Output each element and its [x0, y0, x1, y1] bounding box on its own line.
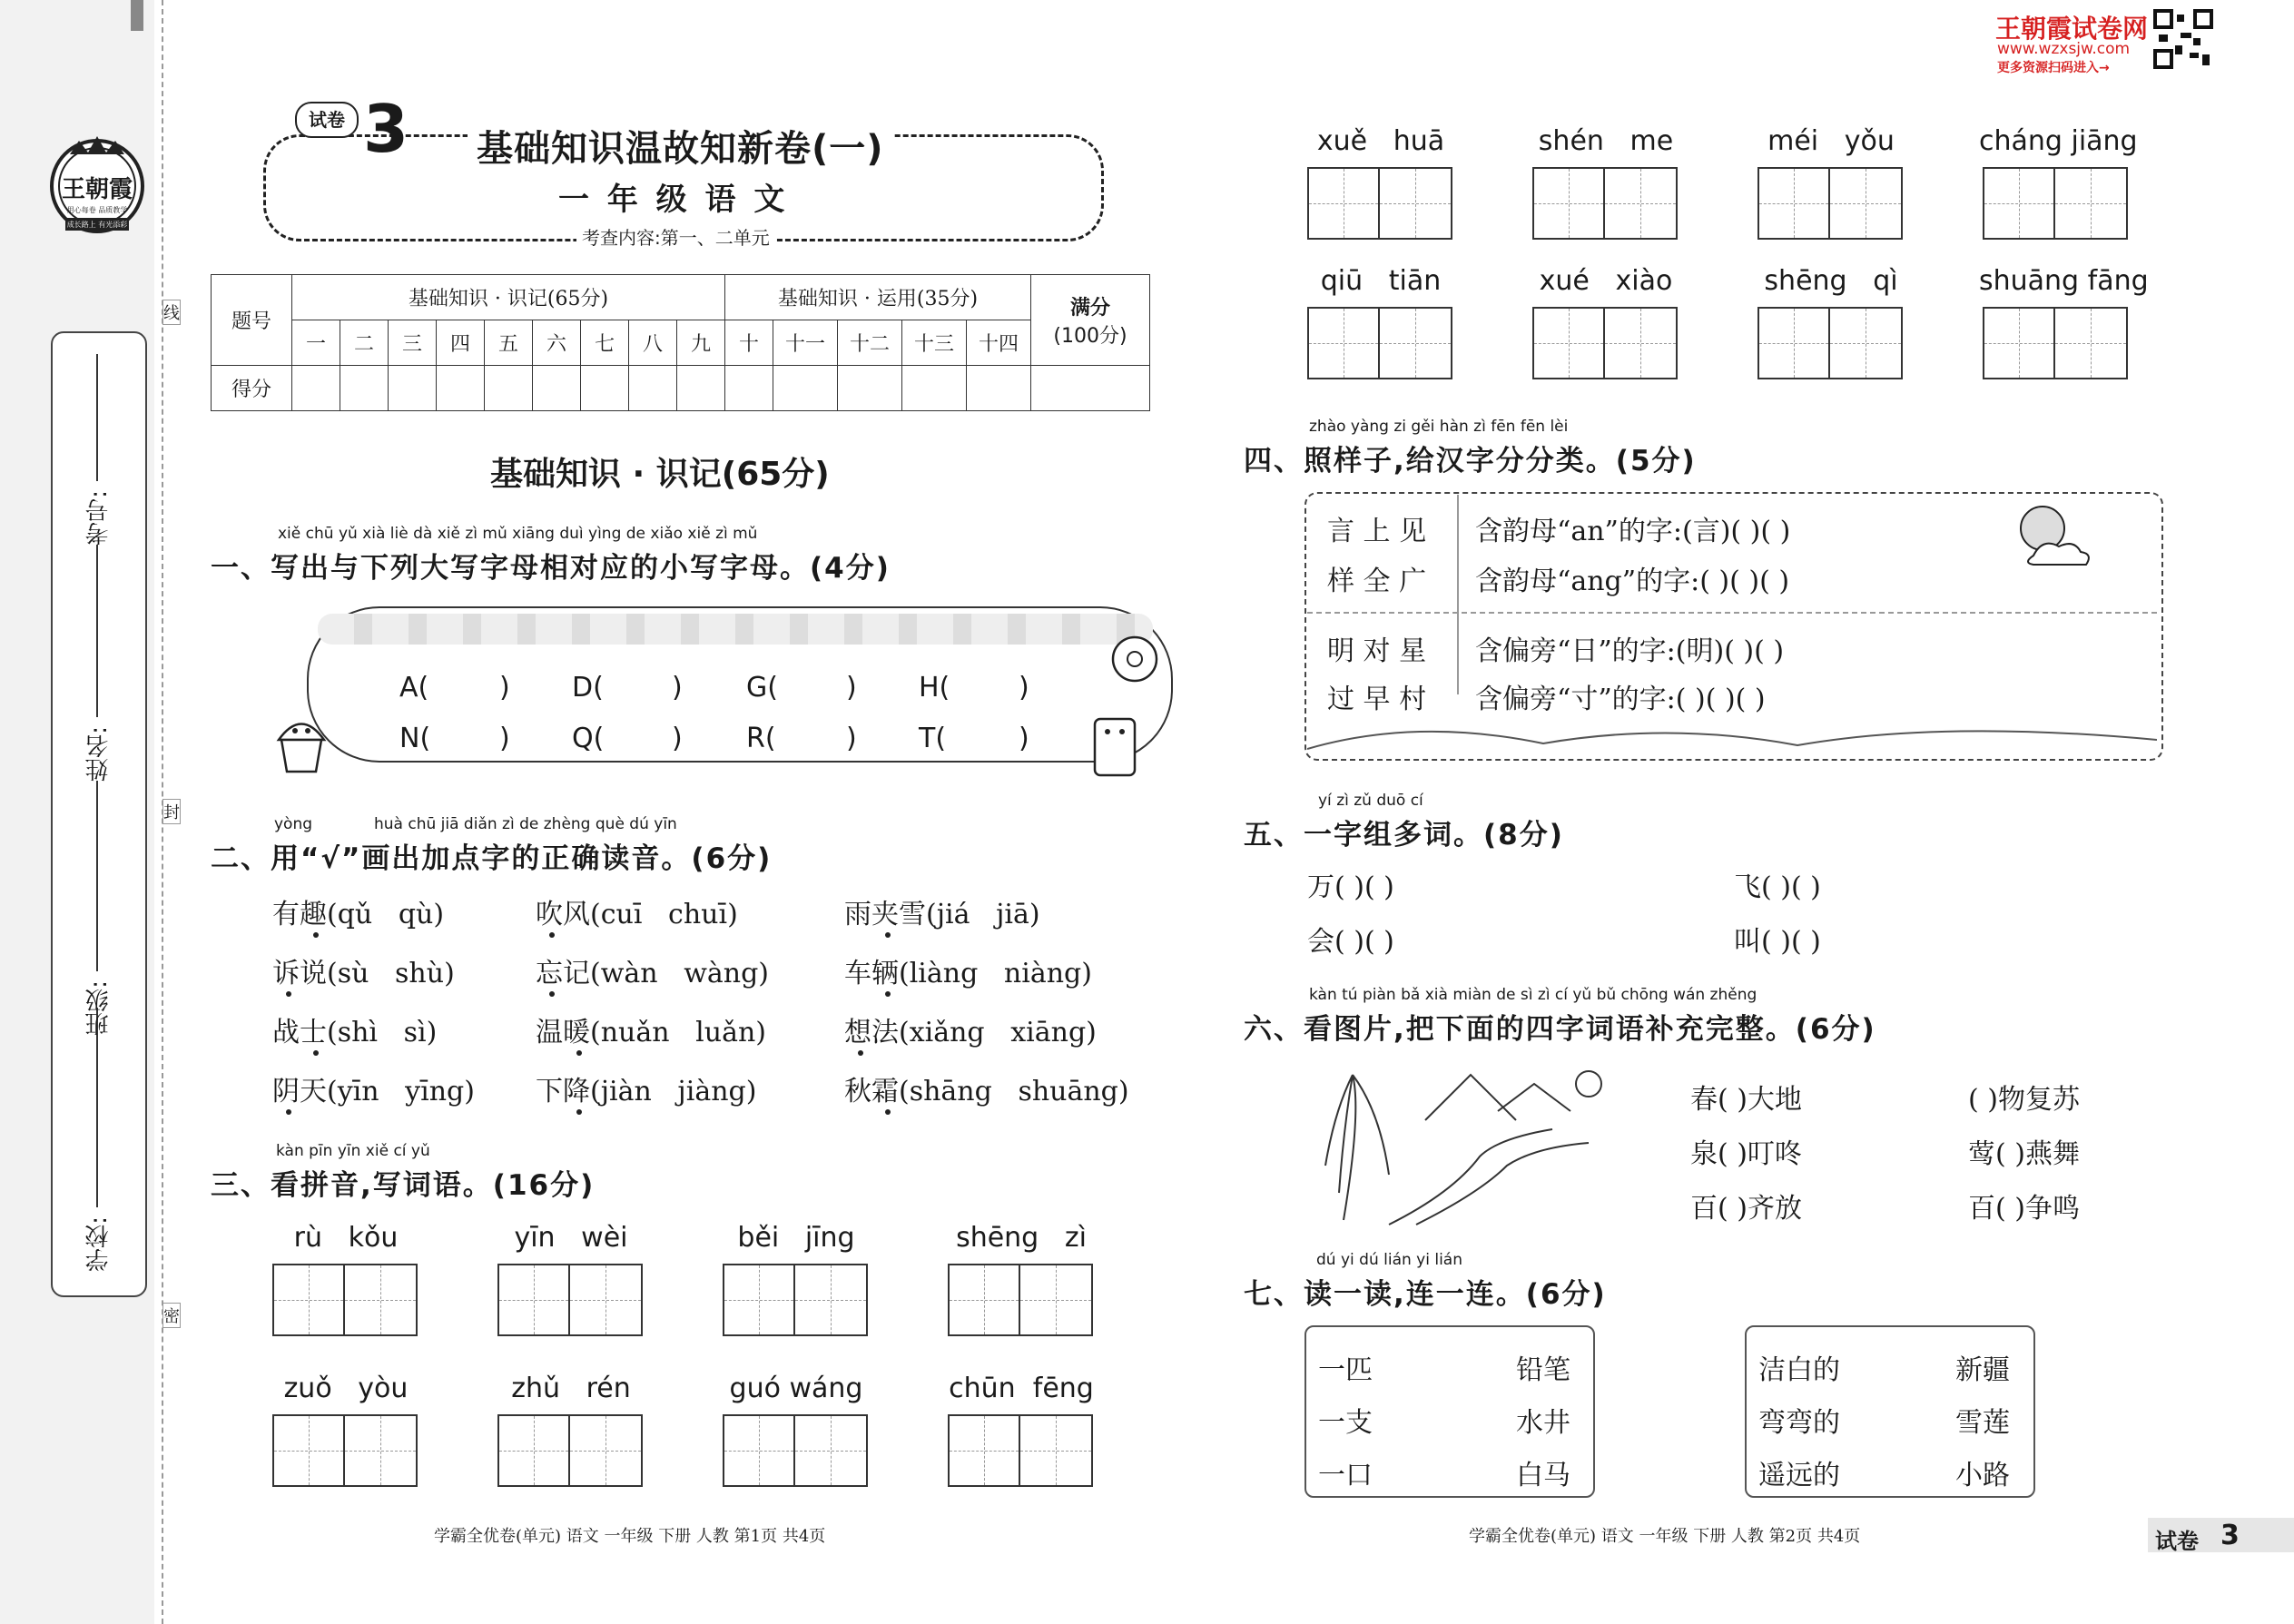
- q4-chars-bot-1: 明 对 星: [1327, 635, 1427, 667]
- q5-title: 五、一字组多词。(8分): [1244, 819, 1564, 851]
- score-full-label: 满分: [1069, 296, 1110, 320]
- q2-options[interactable]: (jiàn jiàng): [590, 1076, 757, 1107]
- q6-item-4[interactable]: 莺( )燕舞: [1968, 1138, 2080, 1170]
- footer-right: 学霸全优卷(单元) 语文 一年级 下册 人教 第2页 共4页: [1469, 1527, 1861, 1546]
- q2-dotted-char: 想: [844, 1017, 871, 1048]
- biscuit-icon: [1088, 712, 1142, 782]
- q3-writing-grid[interactable]: [723, 1414, 868, 1487]
- q3-writing-grid[interactable]: [948, 1264, 1093, 1336]
- q2-char: 有: [272, 899, 300, 930]
- q3-grid-cell[interactable]: [1983, 167, 2055, 240]
- score-group-2: 基础知识 · 运用(35分): [725, 275, 1031, 320]
- q3-grid-cell[interactable]: [497, 1414, 570, 1487]
- q3-pinyin-word: cháng jiāng: [1979, 125, 2138, 157]
- q1-letter-q: Q(: [572, 723, 605, 754]
- score-cell[interactable]: [533, 366, 581, 411]
- q6-item-3[interactable]: 泉( )叮咚: [1690, 1138, 1802, 1170]
- q3-grid-cell[interactable]: [272, 1264, 345, 1336]
- q2-options[interactable]: (xiǎng xiāng): [899, 1017, 1097, 1048]
- q7-right-a-1[interactable]: 铅笔: [1516, 1354, 1570, 1386]
- score-cell[interactable]: [437, 366, 485, 411]
- q2-dotted-char: 吹: [536, 899, 563, 930]
- q1-drip-decor: [318, 614, 1153, 645]
- q2-item[interactable]: [844, 1009, 1097, 1049]
- q4-chars-top-2: 样 全 广: [1327, 566, 1427, 597]
- site-url[interactable]: www.wzxsjw.com: [1997, 40, 2131, 58]
- q5-item-4[interactable]: 叫( )( ): [1734, 926, 1821, 958]
- q3-grid-cell[interactable]: [1830, 307, 1903, 379]
- score-num: 十二: [838, 320, 902, 366]
- q2-item[interactable]: [844, 950, 1092, 990]
- q3-pinyin-word: běi jīng: [737, 1222, 855, 1254]
- score-cell[interactable]: [629, 366, 677, 411]
- score-cell[interactable]: [967, 366, 1031, 411]
- q4-line-1[interactable]: 含韵母“an”的字:(言)( )( ): [1475, 516, 1791, 547]
- q3-grid-cell[interactable]: [723, 1264, 795, 1336]
- q3-grid-cell[interactable]: [1380, 167, 1452, 240]
- q3-title: 三、看拼音,写词语。(16分): [211, 1169, 596, 1202]
- q3-pinyin-word: xué xiào: [1539, 265, 1673, 297]
- field-name[interactable]: [96, 545, 98, 717]
- brand-logo: [47, 127, 147, 245]
- q2-item[interactable]: [536, 950, 769, 990]
- q1-close-q[interactable]: ): [672, 723, 683, 754]
- q3-grid-cell[interactable]: [1020, 1264, 1093, 1336]
- logo-slogan-top: 用心每卷 品质教学: [66, 206, 128, 214]
- q7-right-b-2[interactable]: 雪莲: [1955, 1407, 2010, 1439]
- q7-left-b-1[interactable]: 洁白的: [1758, 1354, 1840, 1386]
- q4-chars-top-1: 言 上 见: [1327, 516, 1427, 547]
- q2-char: 风: [563, 899, 590, 930]
- q3-pinyin-word: chūn fēng: [949, 1373, 1094, 1404]
- q3-writing-grid[interactable]: [948, 1414, 1093, 1487]
- q2-dotted-char: 忘: [536, 958, 563, 989]
- q3-grid-cell[interactable]: [345, 1414, 418, 1487]
- q2-options[interactable]: (yīn yīng): [327, 1076, 475, 1107]
- q6-title: 六、看图片,把下面的四字词语补充完整。(6分): [1244, 1013, 1876, 1046]
- q2-dotted-char: 霜: [871, 1076, 899, 1107]
- q6-pinyin: kàn tú piàn bǎ xià miàn de sì zì cí yǔ bǔ chōng wán zhěng: [1309, 986, 1757, 1004]
- q3-grid-cell[interactable]: [948, 1264, 1020, 1336]
- cupcake-icon: [265, 699, 338, 781]
- q1-letter-n: N(: [399, 723, 431, 754]
- q4-title: 四、照样子,给汉字分分类。(5分): [1244, 445, 1697, 477]
- score-cell[interactable]: [389, 366, 437, 411]
- q3-grid-cell[interactable]: [2055, 167, 2128, 240]
- q3-pinyin-word: rù kǒu: [293, 1222, 399, 1254]
- q2-item[interactable]: [272, 1068, 475, 1108]
- q3-pinyin-word: zuǒ yòu: [283, 1373, 409, 1404]
- q6-item-5[interactable]: 百( )齐放: [1690, 1193, 1802, 1225]
- score-cell[interactable]: [902, 366, 967, 411]
- q7-right-a-2[interactable]: 水井: [1516, 1407, 1570, 1439]
- q2-char: 雪: [899, 899, 926, 930]
- q3-pinyin-word: guó wáng: [729, 1373, 863, 1404]
- score-table: [211, 274, 1150, 411]
- score-num: 十四: [967, 320, 1031, 366]
- q3-grid-cell[interactable]: [1757, 307, 1830, 379]
- binding-edge-bar: [131, 0, 143, 31]
- q1-close-r[interactable]: ): [846, 723, 857, 754]
- q1-letter-a: A(: [399, 672, 429, 704]
- score-num: 十三: [902, 320, 967, 366]
- q7-title: 七、读一读,连一连。(6分): [1244, 1278, 1607, 1311]
- q1-letter-d: D(: [572, 672, 604, 704]
- q6-item-2[interactable]: ( )物复苏: [1968, 1084, 2080, 1116]
- q7-left-a-2[interactable]: 一支: [1318, 1407, 1373, 1439]
- q7-pinyin: dú yi dú lián yi lián: [1316, 1251, 1462, 1269]
- q7-right-a-3[interactable]: 白马: [1516, 1460, 1570, 1491]
- q2-dotted-char: 阴: [272, 1076, 300, 1107]
- q3-pinyin-word: shēng qì: [1764, 265, 1898, 297]
- score-num: 六: [533, 320, 581, 366]
- paper-number: 3: [363, 91, 409, 167]
- q2-item[interactable]: [272, 950, 455, 990]
- q1-letter-t: T(: [919, 723, 947, 754]
- score-cell-total[interactable]: [1031, 366, 1150, 411]
- q2-char: 记: [563, 958, 590, 989]
- q2-char: 车: [844, 958, 871, 989]
- q3-writing-grid[interactable]: [1307, 167, 1452, 240]
- q2-item[interactable]: [536, 891, 738, 931]
- paper-scope: 考查内容:第一、二单元: [576, 223, 775, 250]
- q2-item[interactable]: [844, 1068, 1129, 1108]
- paper-tag: 试卷: [295, 102, 359, 138]
- q3-writing-grid[interactable]: [497, 1414, 643, 1487]
- q2-pinyin-a: yòng: [274, 815, 313, 833]
- score-cell[interactable]: [677, 366, 725, 411]
- q3-grid-cell[interactable]: [1307, 167, 1380, 240]
- q3-writing-grid[interactable]: [1532, 307, 1678, 379]
- page-tab-number: 3: [2220, 1520, 2240, 1551]
- score-num: 一: [292, 320, 340, 366]
- q2-options[interactable]: (cuī chuī): [590, 899, 738, 930]
- q2-dotted-char: 降: [563, 1076, 590, 1107]
- q2-options[interactable]: (jiá jiā): [926, 899, 1040, 930]
- seal-mark-feng: 封: [162, 799, 181, 824]
- q3-pinyin-word: yīn wèi: [514, 1222, 628, 1254]
- label-school: 学校:: [85, 1216, 113, 1272]
- field-class[interactable]: [96, 781, 98, 971]
- q1-close-n[interactable]: ): [499, 723, 510, 754]
- score-num: 五: [485, 320, 533, 366]
- q2-options[interactable]: (liàng niàng): [899, 958, 1092, 989]
- q7-right-b-1[interactable]: 新疆: [1955, 1354, 2010, 1386]
- q2-dotted-char: 士: [300, 1017, 327, 1048]
- score-cell[interactable]: [725, 366, 773, 411]
- student-info-card: [51, 331, 147, 1297]
- score-full: [1031, 275, 1150, 366]
- score-col-label: 题号: [212, 275, 292, 366]
- score-cell[interactable]: [485, 366, 533, 411]
- spring-scene-icon: [1316, 1057, 1625, 1229]
- q1-pinyin: xiě chū yǔ xià liè dà xiě zì mǔ xiāng duì yìng de xiǎo xiě zì mǔ: [278, 525, 758, 543]
- logo-text: 王朝霞: [61, 176, 133, 203]
- q2-options[interactable]: (sù shù): [327, 958, 455, 989]
- q2-pinyin-b: huà chū jiā diǎn zì de zhèng què dú yīn: [374, 815, 677, 833]
- q2-char: 法: [871, 1017, 899, 1048]
- q3-writing-grid[interactable]: [723, 1264, 868, 1336]
- q2-char: 温: [536, 1017, 563, 1048]
- q1-title: 一、写出与下列大写字母相对应的小写字母。(4分): [211, 552, 891, 585]
- q3-grid-cell[interactable]: [497, 1264, 570, 1336]
- score-number-row: [212, 320, 1150, 366]
- field-exam-id[interactable]: [96, 354, 98, 481]
- q3-grid-cell[interactable]: [345, 1264, 418, 1336]
- q3-pinyin-word: shēng zì: [956, 1222, 1087, 1254]
- q2-options[interactable]: (qǔ qù): [327, 899, 445, 930]
- q2-dotted-char: 夹: [871, 899, 899, 930]
- score-value-row: [212, 366, 1150, 411]
- score-num: 四: [437, 320, 485, 366]
- q2-char: 秋: [844, 1076, 871, 1107]
- field-school[interactable]: [96, 1008, 98, 1207]
- q1-close-d[interactable]: ): [672, 672, 683, 704]
- q3-pinyin-word: shuāng fāng: [1979, 265, 2149, 297]
- section-title: 基础知识 · 识记(65分): [490, 456, 830, 493]
- q3-pinyin-word: shén me: [1538, 125, 1674, 157]
- score-num: 七: [581, 320, 629, 366]
- label-exam-id: 考号:: [85, 490, 113, 546]
- q7-left-b-3[interactable]: 遥远的: [1758, 1460, 1840, 1491]
- q2-char: 说: [300, 958, 327, 989]
- q3-grid-cell[interactable]: [1380, 307, 1452, 379]
- q7-left-a-3[interactable]: 一口: [1318, 1460, 1373, 1491]
- q3-writing-grid[interactable]: [497, 1264, 643, 1336]
- q2-item[interactable]: [536, 1068, 756, 1108]
- q4-line-3[interactable]: 含偏旁“日”的字:(明)( )( ): [1475, 635, 1785, 667]
- q4-divider-h: [1307, 612, 2157, 614]
- q5-item-2[interactable]: 飞( )( ): [1734, 871, 1821, 903]
- score-cell[interactable]: [773, 366, 838, 411]
- q2-dotted-char: 趣: [300, 899, 327, 930]
- page-tab-label: 试卷: [2155, 1529, 2199, 1554]
- q1-letter-r: R(: [746, 723, 776, 754]
- q1-close-t[interactable]: ): [1019, 723, 1029, 754]
- q3-grid-cell[interactable]: [723, 1414, 795, 1487]
- q2-char: 下: [536, 1076, 563, 1107]
- q2-char: 天: [300, 1076, 327, 1107]
- q3-grid-cell[interactable]: [1983, 307, 2055, 379]
- seal-mark-xian: 线: [162, 300, 181, 325]
- q3-writing-grid[interactable]: [1983, 167, 2128, 240]
- site-hint: 更多资源扫码进入→: [1997, 61, 2110, 75]
- score-row-label: 得分: [212, 366, 292, 411]
- q3-writing-grid[interactable]: [272, 1414, 418, 1487]
- q4-chars-bot-2: 过 早 村: [1327, 684, 1427, 715]
- score-num: 二: [340, 320, 389, 366]
- score-num: 九: [677, 320, 725, 366]
- score-cell[interactable]: [581, 366, 629, 411]
- q3-pinyin-word: xuě huā: [1316, 125, 1445, 157]
- qr-code-icon[interactable]: [2153, 9, 2213, 69]
- score-num: 八: [629, 320, 677, 366]
- q2-item[interactable]: [272, 1009, 437, 1049]
- q2-options[interactable]: (wàn wàng): [590, 958, 769, 989]
- score-cell[interactable]: [340, 366, 389, 411]
- q2-options[interactable]: (shì sì): [327, 1017, 438, 1048]
- q3-grid-cell[interactable]: [948, 1414, 1020, 1487]
- paper-title: 基础知识温故知新卷(一): [468, 120, 893, 172]
- q1-letter-h: H(: [919, 672, 950, 704]
- q3-grid-cell[interactable]: [570, 1414, 643, 1487]
- q3-pinyin-word: zhǔ rén: [511, 1373, 631, 1404]
- seal-mark-mi: 密: [162, 1303, 181, 1328]
- score-num: 十: [725, 320, 773, 366]
- q4-line-4[interactable]: 含偏旁“寸”的字:( )( )( ): [1475, 684, 1766, 715]
- score-full-value: (100分): [1053, 324, 1127, 348]
- label-name: 姓名:: [85, 726, 113, 782]
- score-cell[interactable]: [292, 366, 340, 411]
- q2-item[interactable]: [844, 891, 1040, 931]
- q2-title: 二、用“√”画出加点字的正确读音。(6分): [211, 842, 773, 875]
- q2-dotted-char: 暖: [563, 1017, 590, 1048]
- q3-pinyin-word: qiū tiān: [1320, 265, 1442, 297]
- q3-writing-grid[interactable]: [1757, 307, 1903, 379]
- q3-grid-cell[interactable]: [1757, 167, 1830, 240]
- q2-options[interactable]: (shāng shuāng): [899, 1076, 1129, 1107]
- q3-writing-grid[interactable]: [1983, 307, 2128, 379]
- q2-options[interactable]: (nuǎn luǎn): [590, 1017, 766, 1048]
- q3-grid-cell[interactable]: [272, 1414, 345, 1487]
- hills-decor-icon: [1307, 713, 2157, 756]
- q2-char: 雨: [844, 899, 871, 930]
- q5-item-3[interactable]: 会( )( ): [1307, 926, 1394, 958]
- donut-icon: [1108, 625, 1162, 688]
- q3-writing-grid[interactable]: [1307, 307, 1452, 379]
- q3-grid-cell[interactable]: [2055, 307, 2128, 379]
- q3-grid-cell[interactable]: [795, 1414, 868, 1487]
- q5-item-1[interactable]: 万( )( ): [1307, 871, 1394, 903]
- site-title: 王朝霞试卷网: [1995, 14, 2149, 44]
- score-num: 十一: [773, 320, 838, 366]
- footer-left: 学霸全优卷(单元) 语文 一年级 下册 人教 第1页 共4页: [434, 1527, 826, 1546]
- score-num: 三: [389, 320, 437, 366]
- q3-grid-cell[interactable]: [1605, 167, 1678, 240]
- q3-grid-cell[interactable]: [1830, 167, 1903, 240]
- q2-item[interactable]: [536, 1009, 766, 1049]
- q1-close-g[interactable]: ): [846, 672, 857, 704]
- q1-letter-g: G(: [746, 672, 778, 704]
- q2-dotted-char: 辆: [871, 958, 899, 989]
- q3-writing-grid[interactable]: [1757, 167, 1903, 240]
- q3-grid-cell[interactable]: [570, 1264, 643, 1336]
- q7-right-b-3[interactable]: 小路: [1955, 1460, 2010, 1491]
- q3-grid-cell[interactable]: [1605, 307, 1678, 379]
- q3-pinyin: kàn pīn yīn xiě cí yǔ: [276, 1142, 430, 1160]
- q3-writing-grid[interactable]: [1532, 167, 1678, 240]
- q3-grid-cell[interactable]: [1020, 1414, 1093, 1487]
- q5-pinyin: yí zì zǔ duō cí: [1318, 792, 1423, 810]
- q4-pinyin: zhào yàng zi gěi hàn zì fēn fēn lèi: [1309, 418, 1569, 436]
- q1-close-h[interactable]: ): [1019, 672, 1029, 704]
- q7-left-b-2[interactable]: 弯弯的: [1758, 1407, 1840, 1439]
- q7-left-a-1[interactable]: 一匹: [1318, 1354, 1373, 1386]
- q2-dotted-char: 诉: [272, 958, 300, 989]
- q3-grid-cell[interactable]: [1532, 167, 1605, 240]
- q3-pinyin-word: méi yǒu: [1767, 125, 1895, 157]
- q4-line-2[interactable]: 含韵母“ang”的字:( )( )( ): [1475, 566, 1790, 597]
- q6-item-1[interactable]: 春( )大地: [1690, 1084, 1802, 1116]
- logo-slogan-bottom: 成长路上 有光添彩: [66, 221, 128, 229]
- score-cell[interactable]: [838, 366, 902, 411]
- score-group-1: 基础知识 · 识记(65分): [292, 275, 725, 320]
- sun-cloud-icon: [1997, 499, 2097, 572]
- q6-item-6[interactable]: 百( )争鸣: [1968, 1193, 2080, 1225]
- q2-item[interactable]: [272, 891, 444, 931]
- q3-grid-cell[interactable]: [795, 1264, 868, 1336]
- q3-grid-cell[interactable]: [1532, 307, 1605, 379]
- paper-subtitle: 一 年 级 语 文: [558, 182, 789, 218]
- q3-grid-cell[interactable]: [1307, 307, 1380, 379]
- q2-char: 战: [272, 1017, 300, 1048]
- label-class: 班级:: [85, 980, 113, 1036]
- q1-close-a[interactable]: ): [499, 672, 510, 704]
- q4-divider-v: [1457, 495, 1459, 694]
- q3-writing-grid[interactable]: [272, 1264, 418, 1336]
